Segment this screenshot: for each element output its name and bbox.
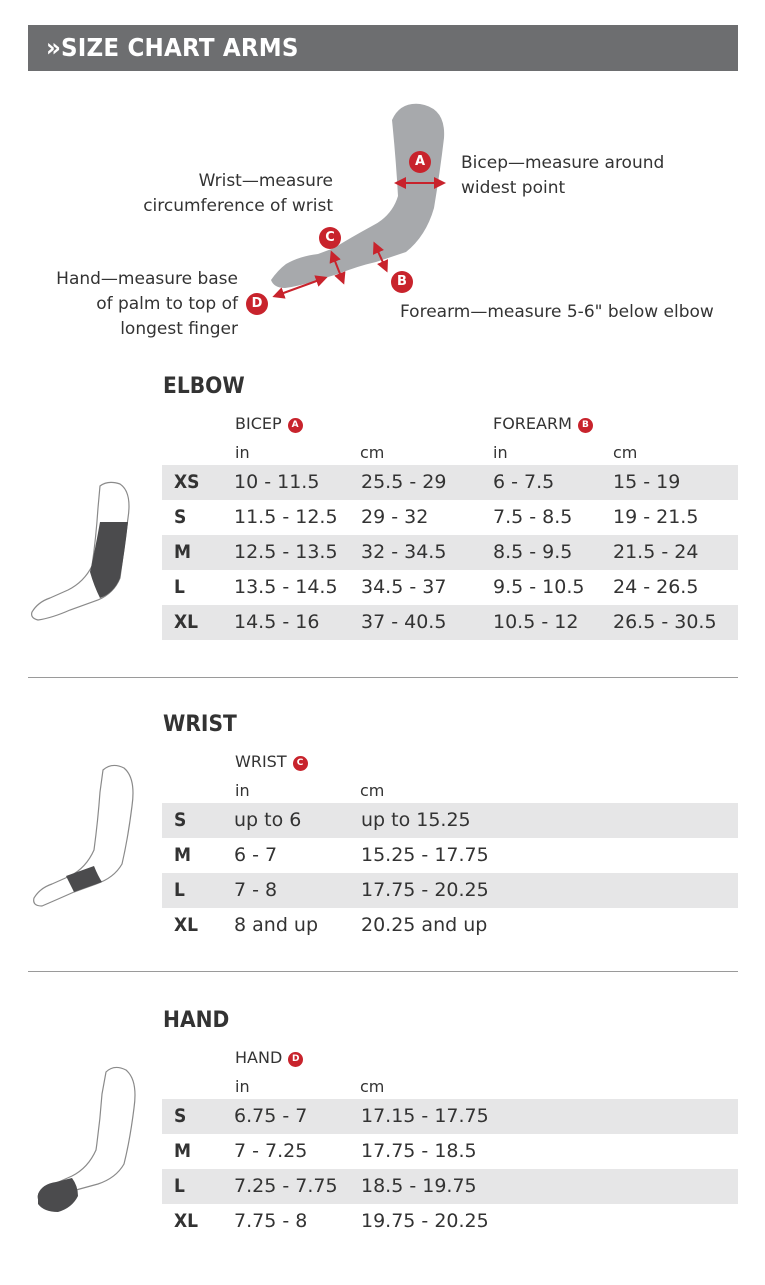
forearm-annotation: Forearm—measure 5-6" below elbow (400, 302, 714, 322)
table-cell: 17.15 - 17.75 (361, 1105, 489, 1127)
table-cell: 6 - 7.5 (493, 471, 555, 493)
table-cell: 17.75 - 18.5 (361, 1140, 477, 1162)
table-cell: 19 - 21.5 (613, 506, 699, 528)
table-row (162, 1204, 738, 1239)
table-row (162, 873, 738, 908)
table-cell: 7 - 8 (234, 879, 278, 901)
hand-annotation (56, 267, 238, 342)
unit-in: in (235, 1077, 250, 1096)
table-cell: 7.25 - 7.75 (234, 1175, 338, 1197)
bicep-label: BICEP (235, 414, 282, 433)
table-cell: 26.5 - 30.5 (613, 611, 717, 633)
wrist-column-head (235, 752, 308, 771)
table-cell: 25.5 - 29 (361, 471, 447, 493)
table-row (162, 1099, 738, 1134)
unit-cm: cm (613, 443, 638, 462)
table-cell: 9.5 - 10.5 (493, 576, 585, 598)
header-bar (28, 25, 738, 71)
size-label: XL (174, 611, 199, 633)
table-cell: 17.75 - 20.25 (361, 879, 489, 901)
table-row (162, 535, 738, 570)
size-label: L (174, 1175, 185, 1197)
badge-d-small: D (288, 1052, 303, 1067)
hand-title: HAND (163, 1008, 230, 1033)
size-label: S (174, 809, 187, 831)
wrist-sleeve-illustration (28, 760, 148, 915)
table-cell: 7.5 - 8.5 (493, 506, 573, 528)
size-label: XL (174, 1210, 199, 1232)
table-row (162, 1169, 738, 1204)
table-row (162, 803, 738, 838)
wrist-annotation-line1: Wrist—measure (198, 171, 333, 191)
table-row (162, 570, 738, 605)
badge-b: B (391, 271, 413, 293)
hand-column-head (235, 1048, 303, 1067)
unit-in: in (235, 443, 250, 462)
table-cell: 10.5 - 12 (493, 611, 579, 633)
table-cell: 34.5 - 37 (361, 576, 447, 598)
bicep-annotation (461, 151, 664, 201)
section-divider (28, 971, 738, 972)
size-label: XL (174, 914, 199, 936)
table-cell: 12.5 - 13.5 (234, 541, 338, 563)
section-divider (28, 677, 738, 678)
wrist-title: WRIST (163, 712, 237, 737)
table-cell: 19.75 - 20.25 (361, 1210, 489, 1232)
table-cell: up to 6 (234, 809, 302, 831)
table-row (162, 605, 738, 640)
table-cell: 8 and up (234, 914, 319, 936)
elbow-title: ELBOW (163, 374, 245, 399)
elbow-sleeve-illustration (28, 478, 148, 633)
table-cell: 14.5 - 16 (234, 611, 320, 633)
forearm-column-head (493, 414, 593, 433)
table-row (162, 465, 738, 500)
unit-in: in (235, 781, 250, 800)
hand-annotation-line2: of palm to top of (96, 294, 238, 314)
wrist-label: WRIST (235, 752, 287, 771)
badge-a: A (409, 151, 431, 173)
table-cell: 6.75 - 7 (234, 1105, 308, 1127)
size-label: XS (174, 471, 200, 493)
table-cell: 15 - 19 (613, 471, 681, 493)
unit-cm: cm (360, 781, 385, 800)
table-cell: 6 - 7 (234, 844, 278, 866)
table-cell: 13.5 - 14.5 (234, 576, 338, 598)
badge-b-small: B (578, 418, 593, 433)
table-cell: 20.25 and up (361, 914, 488, 936)
hand-annotation-line1: Hand—measure base (56, 269, 238, 289)
bicep-annotation-line1: Bicep—measure around (461, 153, 665, 173)
table-cell: 11.5 - 12.5 (234, 506, 338, 528)
wrist-annotation-line2: circumference of wrist (143, 196, 333, 216)
size-label: S (174, 506, 187, 528)
table-cell: 21.5 - 24 (613, 541, 699, 563)
hand-label: HAND (235, 1048, 283, 1067)
page-title: »SIZE CHART ARMS (46, 33, 299, 62)
size-label: M (174, 1140, 192, 1162)
size-label: S (174, 1105, 187, 1127)
size-label: M (174, 541, 192, 563)
unit-in: in (493, 443, 508, 462)
bicep-column-head (235, 414, 303, 433)
table-row (162, 908, 738, 943)
size-label: M (174, 844, 192, 866)
table-cell: 10 - 11.5 (234, 471, 320, 493)
forearm-label: FOREARM (493, 414, 572, 433)
bicep-annotation-line2: widest point (461, 178, 566, 198)
table-cell: up to 15.25 (361, 809, 471, 831)
table-cell: 8.5 - 9.5 (493, 541, 573, 563)
unit-cm: cm (360, 1077, 385, 1096)
table-cell: 15.25 - 17.75 (361, 844, 489, 866)
table-row (162, 838, 738, 873)
badge-d: D (246, 293, 268, 315)
hand-annotation-line3: longest finger (120, 319, 238, 339)
badge-a-small: A (288, 418, 303, 433)
wrist-annotation (143, 169, 333, 219)
size-label: L (174, 879, 185, 901)
size-label: L (174, 576, 185, 598)
badge-c: C (319, 227, 341, 249)
table-cell: 29 - 32 (361, 506, 429, 528)
table-row (162, 500, 738, 535)
hand-sleeve-illustration (28, 1062, 148, 1217)
badge-c-small: C (293, 756, 308, 771)
table-cell: 24 - 26.5 (613, 576, 699, 598)
table-cell: 7.75 - 8 (234, 1210, 308, 1232)
unit-cm: cm (360, 443, 385, 462)
table-cell: 7 - 7.25 (234, 1140, 308, 1162)
table-cell: 37 - 40.5 (361, 611, 447, 633)
table-cell: 32 - 34.5 (361, 541, 447, 563)
table-cell: 18.5 - 19.75 (361, 1175, 477, 1197)
table-row (162, 1134, 738, 1169)
